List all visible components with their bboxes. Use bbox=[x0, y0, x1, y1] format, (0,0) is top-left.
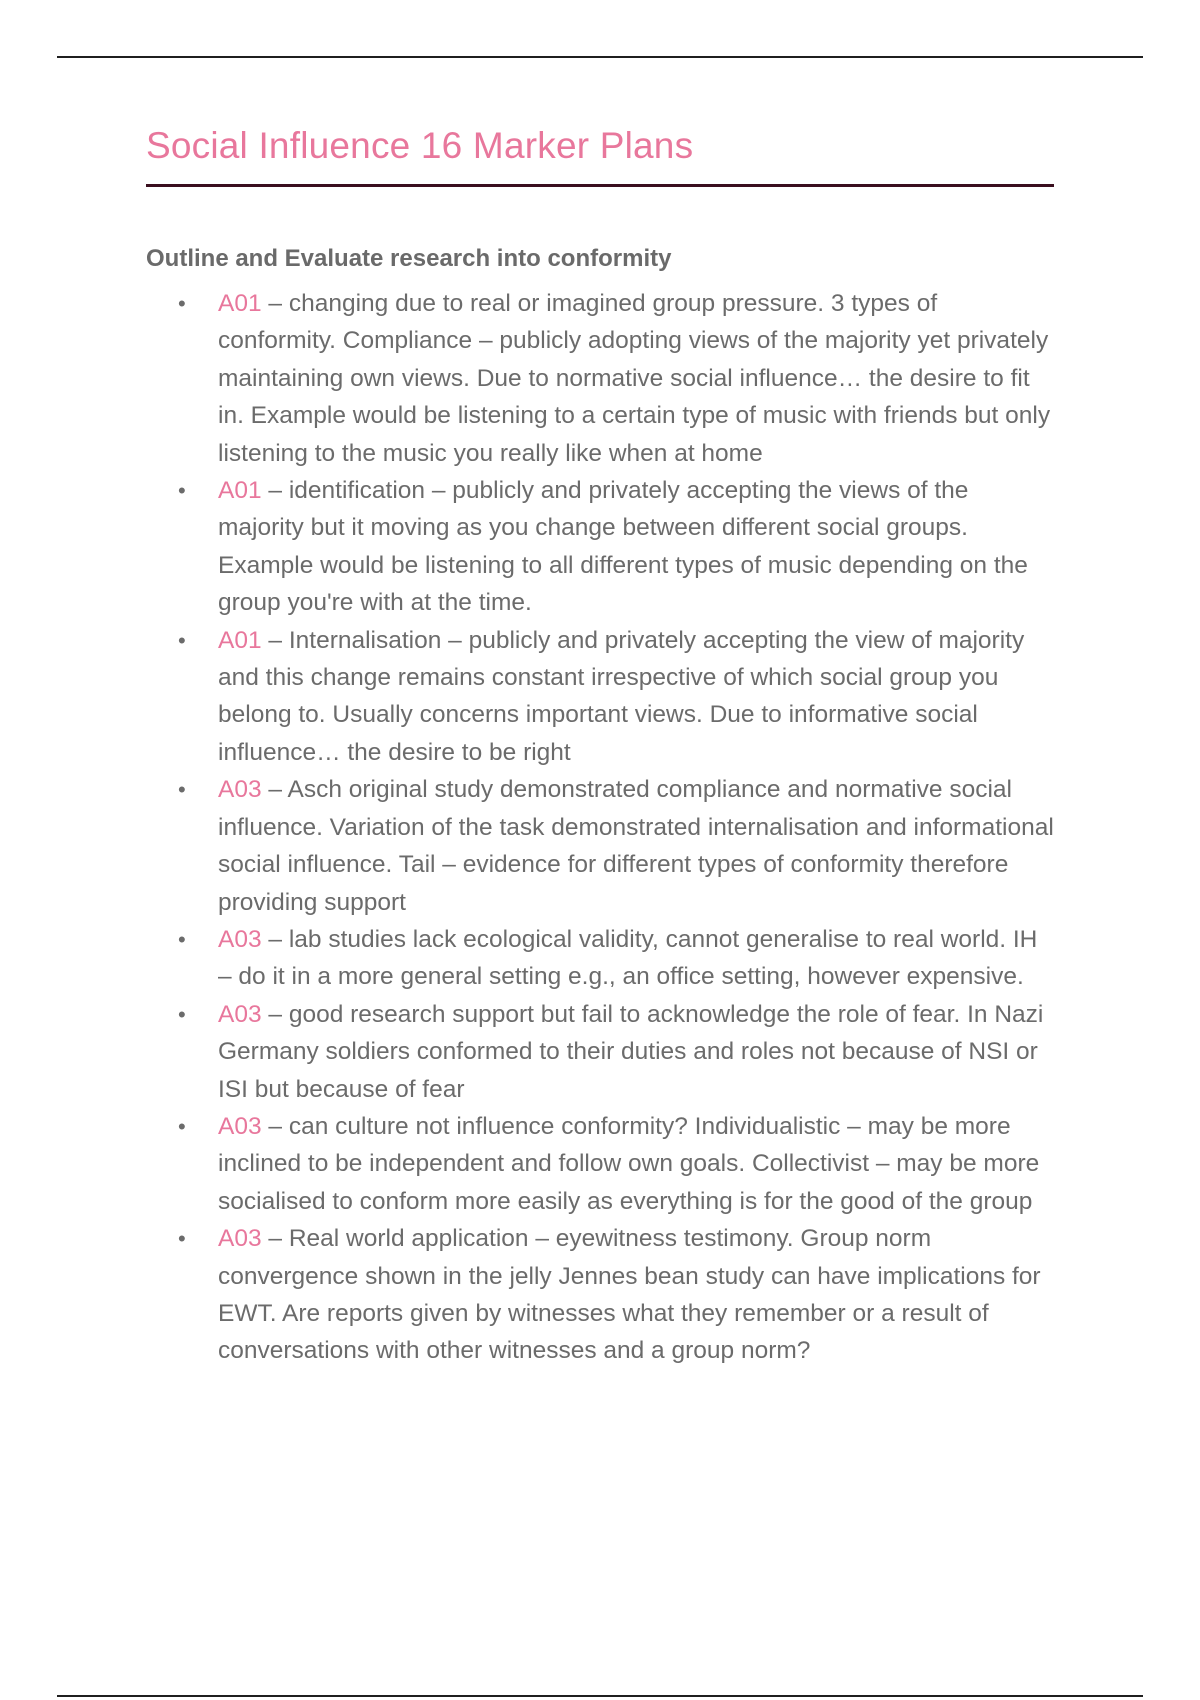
point-text: – changing due to real or imagined group pressure. 3 types of conformity. Compliance – publicly adopting views of the majority yet privately maintaining own views. Due to normative social influence… the desire to fit in. Example would be listening to a certain type of music with friends but only listening to the music you really like when at home bbox=[218, 290, 1051, 467]
bullet-icon: • bbox=[178, 478, 186, 504]
assessment-objective-code: A03 bbox=[218, 925, 262, 953]
assessment-objective-code: A01 bbox=[218, 477, 262, 505]
bullet-icon: • bbox=[178, 291, 186, 316]
page-top-rule bbox=[57, 56, 1143, 58]
assessment-objective-code: A01 bbox=[218, 290, 262, 317]
list-item bbox=[178, 771, 1056, 921]
point-text: – Real world application – eyewitness testimony. Group norm convergence shown in the jelly Jennes bean study can have implications for EWT. Are reports given by witnesses what they remember or a result of conversations with other witnesses and a group norm? bbox=[218, 1225, 1041, 1365]
list-item bbox=[178, 622, 1056, 772]
page-title: Social Influence 16 Marker Plans bbox=[146, 125, 694, 166]
bullet-icon: • bbox=[178, 926, 186, 952]
assessment-objective-code: A03 bbox=[218, 1112, 262, 1140]
bullet-icon: • bbox=[178, 1001, 186, 1027]
page-bottom-rule bbox=[57, 1695, 1143, 1697]
bullet-icon: • bbox=[178, 1226, 186, 1252]
document-body bbox=[146, 118, 1056, 1370]
bullet-icon: • bbox=[178, 627, 186, 653]
answer-plan-list bbox=[146, 285, 1056, 1370]
point-text: – Internalisation – publicly and privately accepting the view of majority and this change remains constant irrespective of which social group you belong to. Usually concerns important views. Due to informative social influence… the desire to be right bbox=[218, 626, 1025, 766]
question-heading: Outline and Evaluate research into conformity bbox=[146, 245, 672, 272]
list-item bbox=[178, 921, 1056, 996]
list-item bbox=[178, 1108, 1056, 1220]
assessment-objective-code: A03 bbox=[218, 1000, 262, 1028]
assessment-objective-code: A03 bbox=[218, 776, 262, 804]
bullet-icon: • bbox=[178, 1113, 186, 1139]
point-text: – Asch original study demonstrated compliance and normative social influence. Variation of the task demonstrated internalisation and informational social influence. Tail – evidence for different types of conformity therefore providing support bbox=[218, 776, 1054, 916]
bullet-icon: • bbox=[178, 777, 186, 803]
list-item bbox=[178, 1220, 1056, 1370]
assessment-objective-code: A01 bbox=[218, 626, 262, 654]
title-underline bbox=[146, 184, 1054, 187]
list-item bbox=[178, 996, 1056, 1108]
point-text: – identification – publicly and privately accepting the views of the majority but it moving as you change between different social groups. Example would be listening to all different types of music depending on the group you're with at the time. bbox=[218, 477, 1028, 617]
list-item bbox=[178, 472, 1056, 622]
point-text: – good research support but fail to acknowledge the role of fear. In Nazi Germany soldiers conformed to their duties and roles not because of NSI or ISI but because of fear bbox=[218, 1000, 1044, 1103]
assessment-objective-code: A03 bbox=[218, 1225, 262, 1253]
point-text: – lab studies lack ecological validity, cannot generalise to real world. IH – do it in a more general setting e.g., an office setting, however expensive. bbox=[218, 925, 1038, 991]
list-item bbox=[178, 285, 1056, 472]
point-text: – can culture not influence conformity? Individualistic – may be more inclined to be independent and follow own goals. Collectivist – may be more socialised to conform more easily as everything is for the good of the group bbox=[218, 1112, 1040, 1215]
